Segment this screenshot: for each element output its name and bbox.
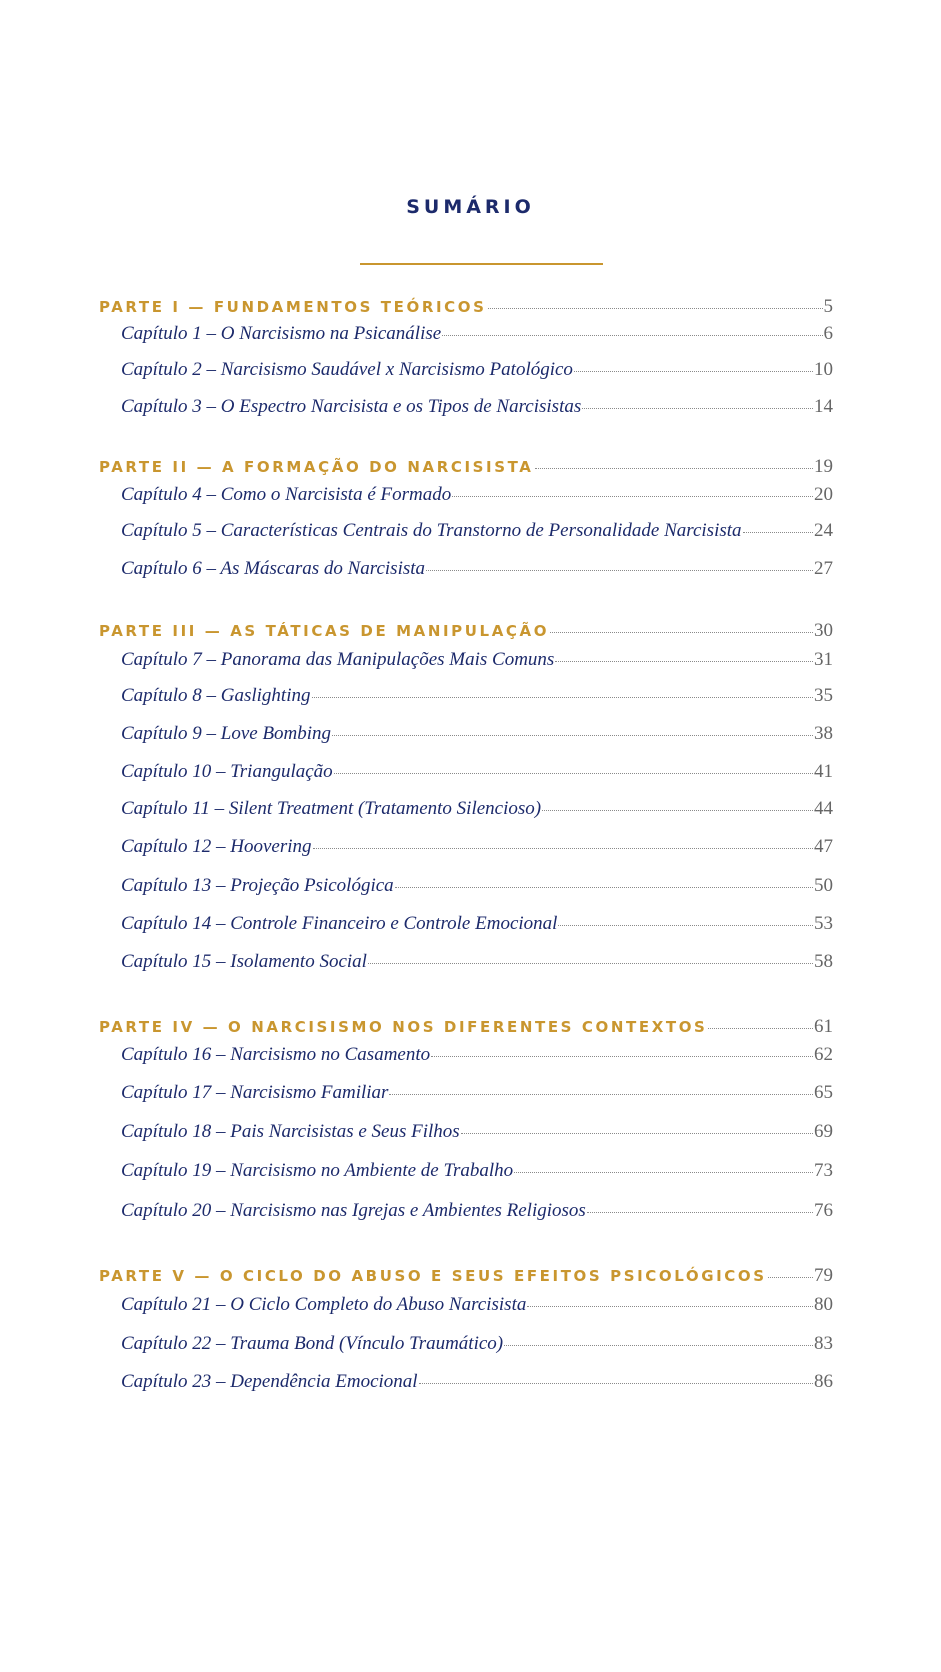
toc-chapter-entry[interactable] [121,1082,833,1104]
dot-leader [426,570,813,571]
dot-leader [768,1277,813,1278]
chapter-title: Capítulo 9 – Love Bombing [121,723,332,744]
part-title: PARTE III — AS TÁTICAS DE MANIPULAÇÃO [99,622,550,640]
toc-part-entry[interactable] [99,1265,833,1287]
dot-leader [535,468,813,469]
page-number: 69 [814,1121,833,1142]
chapter-title: Capítulo 17 – Narcisismo Familiar [121,1082,389,1103]
dot-leader [312,697,814,698]
toc-chapter-entry[interactable] [121,520,833,542]
toc-chapter-entry[interactable] [121,1121,833,1143]
page-number: 83 [814,1333,833,1354]
page-number: 30 [814,620,833,641]
page-number: 47 [814,836,833,857]
chapter-title: Capítulo 1 – O Narcisismo na Psicanálise [121,323,442,344]
toc-chapter-entry[interactable] [121,875,833,897]
page-number: 44 [814,798,833,819]
chapter-title: Capítulo 10 – Triangulação [121,761,333,782]
dot-leader [368,963,813,964]
part-title: PARTE I — FUNDAMENTOS TEÓRICOS [99,298,487,316]
dot-leader [550,632,813,633]
toc-chapter-entry[interactable] [121,484,833,506]
page-number: 24 [814,520,833,541]
chapter-title: Capítulo 15 – Isolamento Social [121,951,367,972]
page-number: 76 [814,1200,833,1221]
chapter-title: Capítulo 14 – Controle Financeiro e Controle Emocional [121,913,558,934]
chapter-title: Capítulo 3 – O Espectro Narcisista e os Tipos de Narcisistas [121,396,582,417]
part-title: PARTE II — A FORMAÇÃO DO NARCISISTA [99,458,534,476]
chapter-title: Capítulo 5 – Características Centrais do Transtorno de Personalidade Narcisista [121,520,742,541]
chapter-title: Capítulo 12 – Hoovering [121,836,312,857]
chapter-title: Capítulo 6 – As Máscaras do Narcisista [121,558,426,579]
dot-leader [527,1306,813,1307]
toc-chapter-entry[interactable] [121,1333,833,1355]
chapter-title: Capítulo 21 – O Ciclo Completo do Abuso Narcisista [121,1294,527,1315]
chapter-title: Capítulo 22 – Trauma Bond (Vínculo Traumático) [121,1333,504,1354]
toc-chapter-entry[interactable] [121,558,833,580]
toc-chapter-entry[interactable] [121,323,833,345]
dot-leader [555,661,813,662]
dot-leader [395,887,813,888]
page-number: 6 [823,323,833,344]
toc-chapter-entry[interactable] [121,723,833,745]
dot-leader [442,335,822,336]
dot-leader [452,496,813,497]
dot-leader [461,1133,813,1134]
toc-chapter-entry[interactable] [121,1371,833,1393]
page-number: 20 [814,484,833,505]
dot-leader [419,1383,813,1384]
toc-chapter-entry[interactable] [121,913,833,935]
page-number: 31 [814,649,833,670]
toc-part-entry[interactable] [99,296,833,318]
page-number: 14 [814,396,833,417]
page-number: 73 [814,1160,833,1181]
page-number: 61 [814,1016,833,1037]
toc-part-entry[interactable] [99,456,833,478]
chapter-title: Capítulo 11 – Silent Treatment (Tratamento Silencioso) [121,798,542,819]
toc-chapter-entry[interactable] [121,951,833,973]
toc-chapter-entry[interactable] [121,359,833,381]
toc-chapter-entry[interactable] [121,1160,833,1182]
chapter-title: Capítulo 13 – Projeção Psicológica [121,875,394,896]
page-number: 5 [823,296,833,317]
dot-leader [488,308,823,309]
page-number: 27 [814,558,833,579]
page-number: 53 [814,913,833,934]
page-number: 86 [814,1371,833,1392]
chapter-title: Capítulo 2 – Narcisismo Saudável x Narcisismo Patológico [121,359,573,380]
chapter-title: Capítulo 7 – Panorama das Manipulações Mais Comuns [121,649,555,670]
toc-part-entry[interactable] [99,1016,833,1038]
chapter-title: Capítulo 4 – Como o Narcisista é Formado [121,484,452,505]
toc-chapter-entry[interactable] [121,396,833,418]
toc-chapter-entry[interactable] [121,761,833,783]
toc-chapter-entry[interactable] [121,798,833,820]
chapter-title: Capítulo 19 – Narcisismo no Ambiente de Trabalho [121,1160,514,1181]
page-number: 35 [814,685,833,706]
dot-leader [743,532,813,533]
page-number: 79 [814,1265,833,1286]
dot-leader [708,1028,813,1029]
title-divider [360,263,603,265]
toc-chapter-entry[interactable] [121,649,833,671]
chapter-title: Capítulo 18 – Pais Narcisistas e Seus Filhos [121,1121,460,1142]
dot-leader [504,1345,813,1346]
page-number: 50 [814,875,833,896]
page-number: 41 [814,761,833,782]
page-title: SUMÁRIO [406,196,535,218]
page-number: 65 [814,1082,833,1103]
dot-leader [582,408,813,409]
page-number: 80 [814,1294,833,1315]
dot-leader [332,735,813,736]
part-title: PARTE V — O CICLO DO ABUSO E SEUS EFEITOS PSICOLÓGICOS [99,1267,767,1285]
dot-leader [431,1056,813,1057]
page-number: 10 [814,359,833,380]
dot-leader [313,848,813,849]
toc-chapter-entry[interactable] [121,685,833,707]
toc-chapter-entry[interactable] [121,1044,833,1066]
part-title: PARTE IV — O NARCISISMO NOS DIFERENTES CONTEXTOS [99,1018,708,1036]
toc-part-entry[interactable] [99,620,833,642]
toc-chapter-entry[interactable] [121,836,833,858]
chapter-title: Capítulo 20 – Narcisismo nas Igrejas e Ambientes Religiosos [121,1200,586,1221]
toc-chapter-entry[interactable] [121,1200,833,1222]
dot-leader [514,1172,813,1173]
dot-leader [574,371,813,372]
chapter-title: Capítulo 16 – Narcisismo no Casamento [121,1044,431,1065]
page-number: 58 [814,951,833,972]
page-number: 38 [814,723,833,744]
dot-leader [542,810,813,811]
dot-leader [558,925,813,926]
toc-chapter-entry[interactable] [121,1294,833,1316]
chapter-title: Capítulo 8 – Gaslighting [121,685,311,706]
page-number: 62 [814,1044,833,1065]
chapter-title: Capítulo 23 – Dependência Emocional [121,1371,418,1392]
dot-leader [334,773,813,774]
dot-leader [389,1094,813,1095]
page-number: 19 [814,456,833,477]
dot-leader [587,1212,813,1213]
